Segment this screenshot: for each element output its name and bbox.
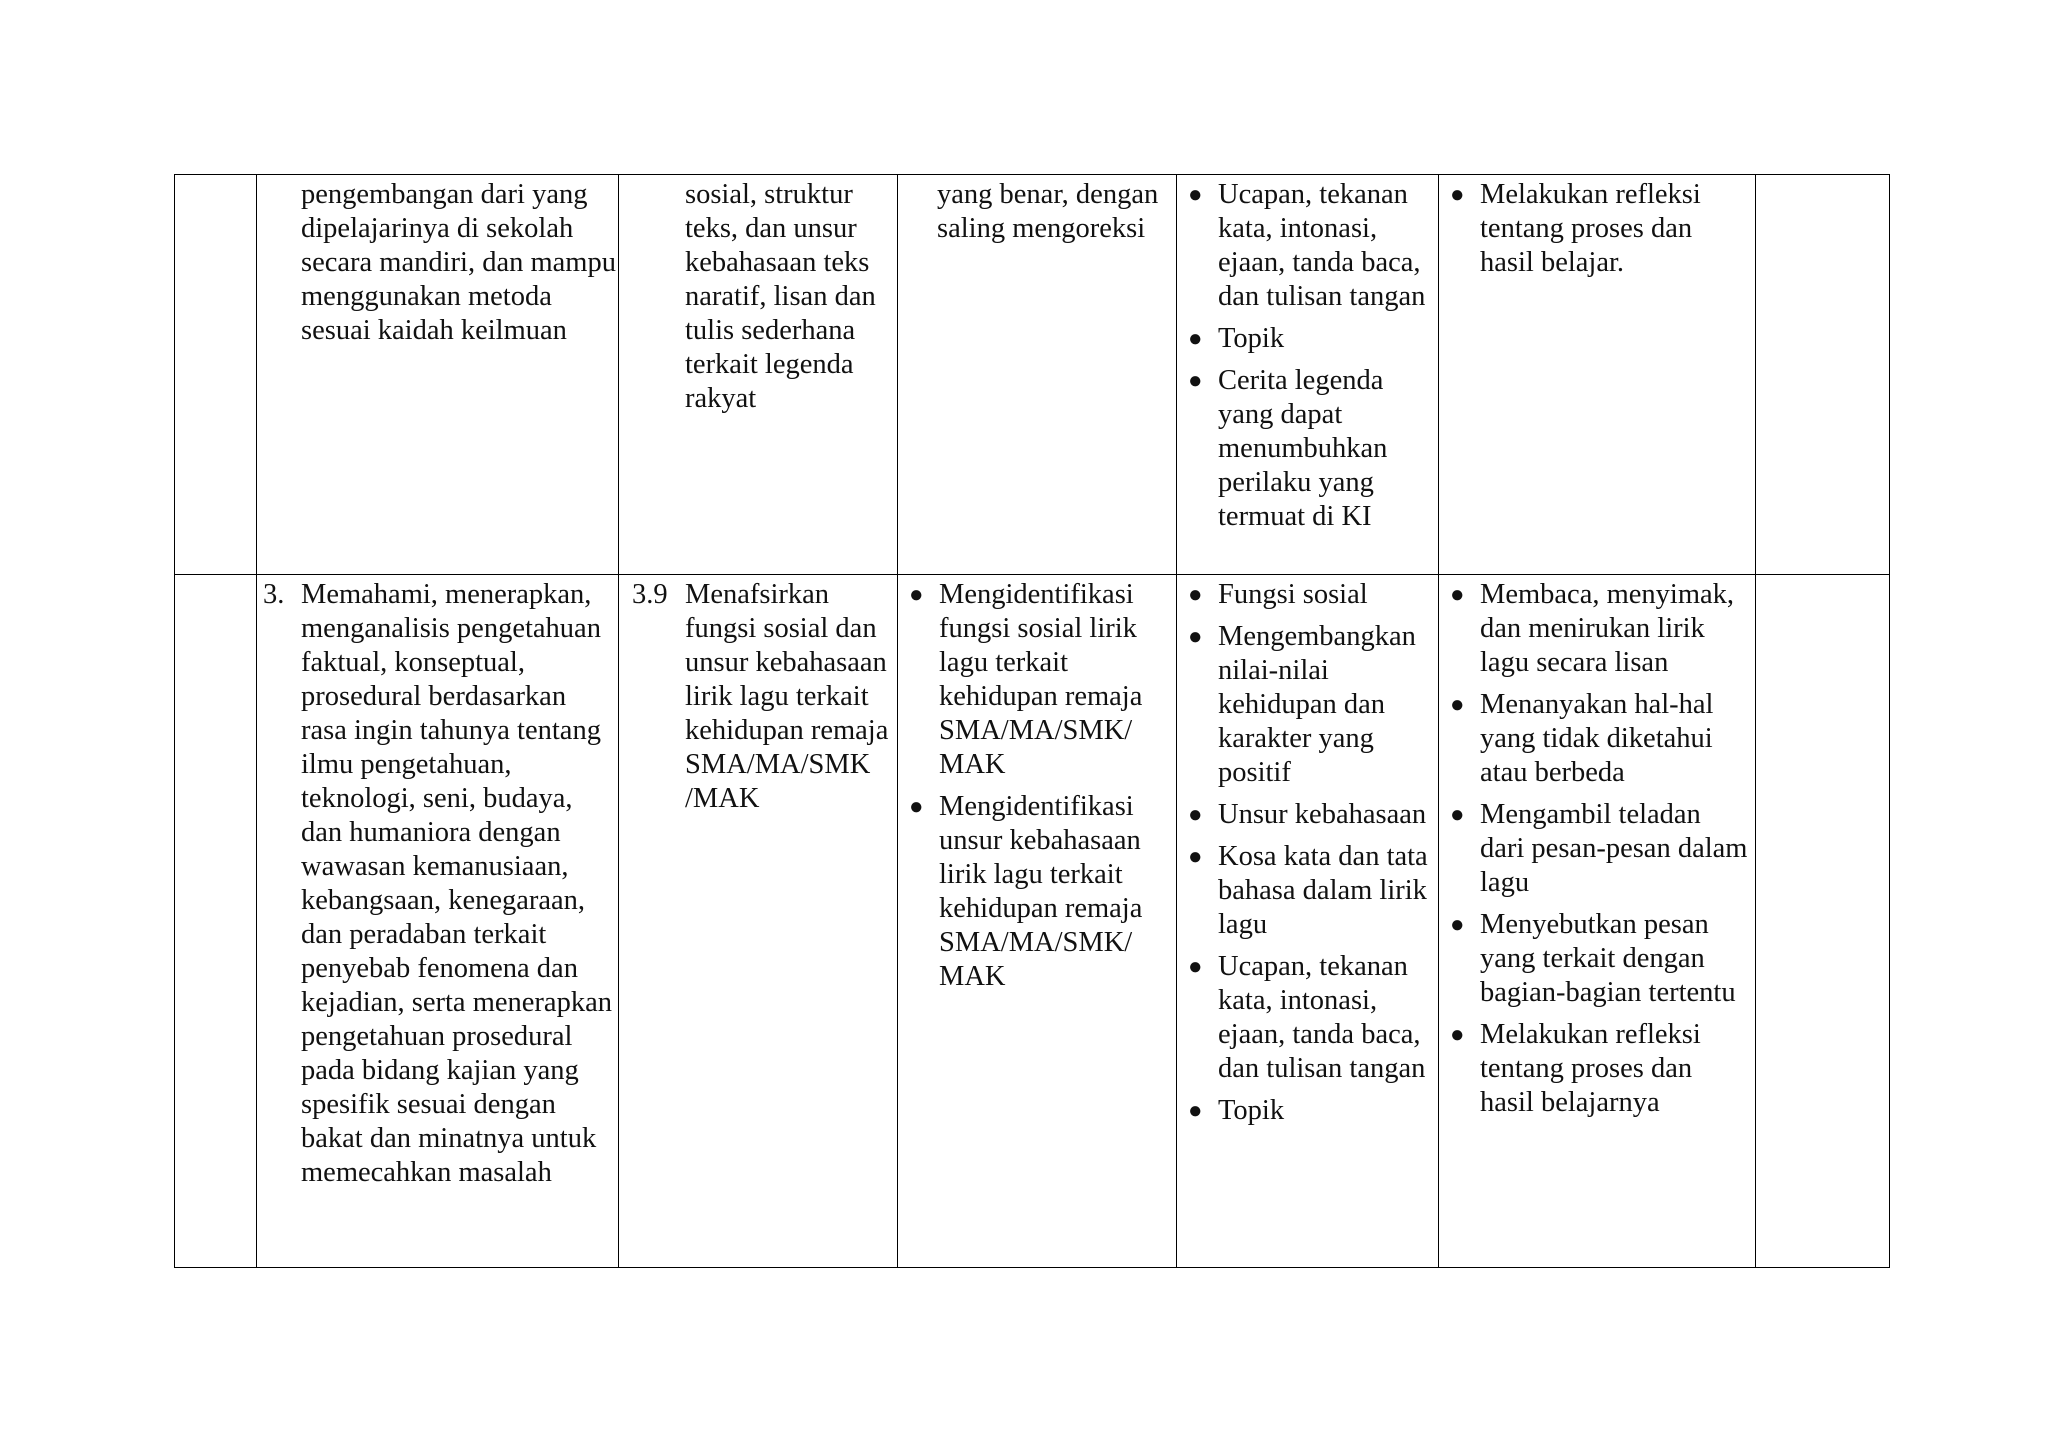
bullet-icon: ● [1188, 326, 1203, 352]
column-divider [1176, 575, 1177, 1267]
bullet-icon: ● [1450, 1022, 1465, 1048]
column-divider [256, 575, 257, 1267]
list-item: ● Unsur kebahasaan [1188, 799, 1427, 830]
column-divider [1755, 175, 1756, 574]
bullet-icon: ● [1188, 182, 1203, 208]
column-divider [618, 575, 619, 1267]
materi-list [1188, 578, 1436, 1128]
bullet-icon: ● [1188, 954, 1203, 980]
list-item: ● Ucapan, tekanan kata, intonasi, ejaan, tanda baca, dan tulisan tangan [1188, 951, 1426, 1084]
ki-number: 3. [263, 579, 285, 610]
bullet-icon: ● [1188, 802, 1203, 828]
materi-list [1188, 178, 1436, 534]
bullet-icon: ● [1188, 844, 1203, 870]
bullet-icon: ● [1188, 582, 1203, 608]
indicator-cell [937, 175, 1173, 574]
list-item: ● Mengambil teladan dari pesan-pesan dalam lagu [1450, 799, 1748, 898]
column-divider [1755, 575, 1756, 1267]
indicator-list [909, 578, 1175, 994]
list-item: ● Melakukan refleksi tentang proses dan hasil belajar. [1450, 179, 1701, 278]
list-item: ● Topik [1188, 323, 1285, 354]
kd-number: 3.9 [632, 579, 668, 610]
indicator-text: yang benar, dengan saling mengoreksi [937, 179, 1159, 244]
list-item: ● Mengidentifikasi fungsi sosial lirik lagu terkait kehidupan remaja SMA/MA/SMK/ MAK [909, 579, 1143, 780]
bullet-icon: ● [1450, 182, 1465, 208]
list-item: ● Menyebutkan pesan yang terkait dengan bagian-bagian tertentu [1450, 909, 1736, 1008]
list-item: ● Ucapan, tekanan kata, intonasi, ejaan, tanda baca, dan tulisan tangan [1188, 179, 1426, 312]
list-item: ● Kosa kata dan tata bahasa dalam lirik lagu [1188, 841, 1428, 940]
kegiatan-cell [1450, 175, 1750, 574]
kegiatan-list [1450, 578, 1750, 1120]
syllabus-table [174, 174, 1890, 1268]
column-divider [256, 175, 257, 574]
bullet-icon: ● [1450, 582, 1465, 608]
kd-cell [685, 175, 895, 574]
bullet-icon: ● [1188, 1098, 1203, 1124]
list-item: ● Fungsi sosial [1188, 579, 1368, 610]
materi-cell [1188, 175, 1436, 574]
kd-cell [632, 575, 895, 1267]
list-item: ● Mengembangkan nilai-nilai kehidupan dan karakter yang positif [1188, 621, 1416, 788]
bullet-icon: ● [1450, 802, 1465, 828]
list-item: ● Topik [1188, 1095, 1285, 1126]
column-divider [1176, 175, 1177, 574]
list-item: ● Cerita legenda yang dapat menumbuhkan perilaku yang termuat di KI [1188, 365, 1388, 532]
column-divider [897, 175, 898, 574]
table-row [175, 574, 1889, 1267]
materi-cell [1188, 575, 1436, 1267]
kegiatan-cell [1450, 575, 1750, 1267]
bullet-icon: ● [909, 794, 924, 820]
ki-cell [301, 175, 616, 574]
bullet-icon: ● [1450, 692, 1465, 718]
column-divider [1438, 575, 1439, 1267]
bullet-icon: ● [1188, 624, 1203, 650]
column-divider [1438, 175, 1439, 574]
column-divider [897, 575, 898, 1267]
list-item: ● Menanyakan hal-hal yang tidak diketahui atau berbeda [1450, 689, 1714, 788]
ki-cell [263, 575, 616, 1267]
list-item: ● Melakukan refleksi tentang proses dan hasil belajarnya [1450, 1019, 1701, 1118]
table-row [175, 175, 1889, 574]
bullet-icon: ● [1450, 912, 1465, 938]
column-divider [618, 175, 619, 574]
kd-text: sosial, struktur teks, dan unsur kebahasaan teks naratif, lisan dan tulis sederhana terkait legenda rakyat [685, 179, 876, 414]
kegiatan-list [1450, 178, 1750, 280]
bullet-icon: ● [909, 582, 924, 608]
ki-text: Memahami, menerapkan, menganalisis pengetahuan faktual, konseptual, prosedural berdasarkan rasa ingin tahunya tentang ilmu pengetahuan, teknologi, seni, budaya, dan humaniora dengan wawasan kemanusiaan, kebangsaan, kenegaraan, dan peradaban terkait penyebab fenomena dan kejadian, serta menerapkan pengetahuan prosedural pada bidang kajian yang spesifik sesuai dengan bakat dan minatnya untuk memecahkan masalah [301, 579, 612, 1188]
list-item: ● Mengidentifikasi unsur kebahasaan lirik lagu terkait kehidupan remaja SMA/MA/SMK/ MAK [909, 791, 1143, 992]
bullet-icon: ● [1188, 368, 1203, 394]
list-item: ● Membaca, menyimak, dan menirukan lirik lagu secara lisan [1450, 579, 1735, 678]
ki-text: pengembangan dari yang dipelajarinya di sekolah secara mandiri, dan mampu menggunakan metoda sesuai kaidah keilmuan [301, 179, 616, 346]
indicator-cell [909, 575, 1175, 1267]
kd-text: Menafsirkan fungsi sosial dan unsur kebahasaan lirik lagu terkait kehidupan remaja SMA/MA/SMK /MAK [685, 579, 889, 814]
